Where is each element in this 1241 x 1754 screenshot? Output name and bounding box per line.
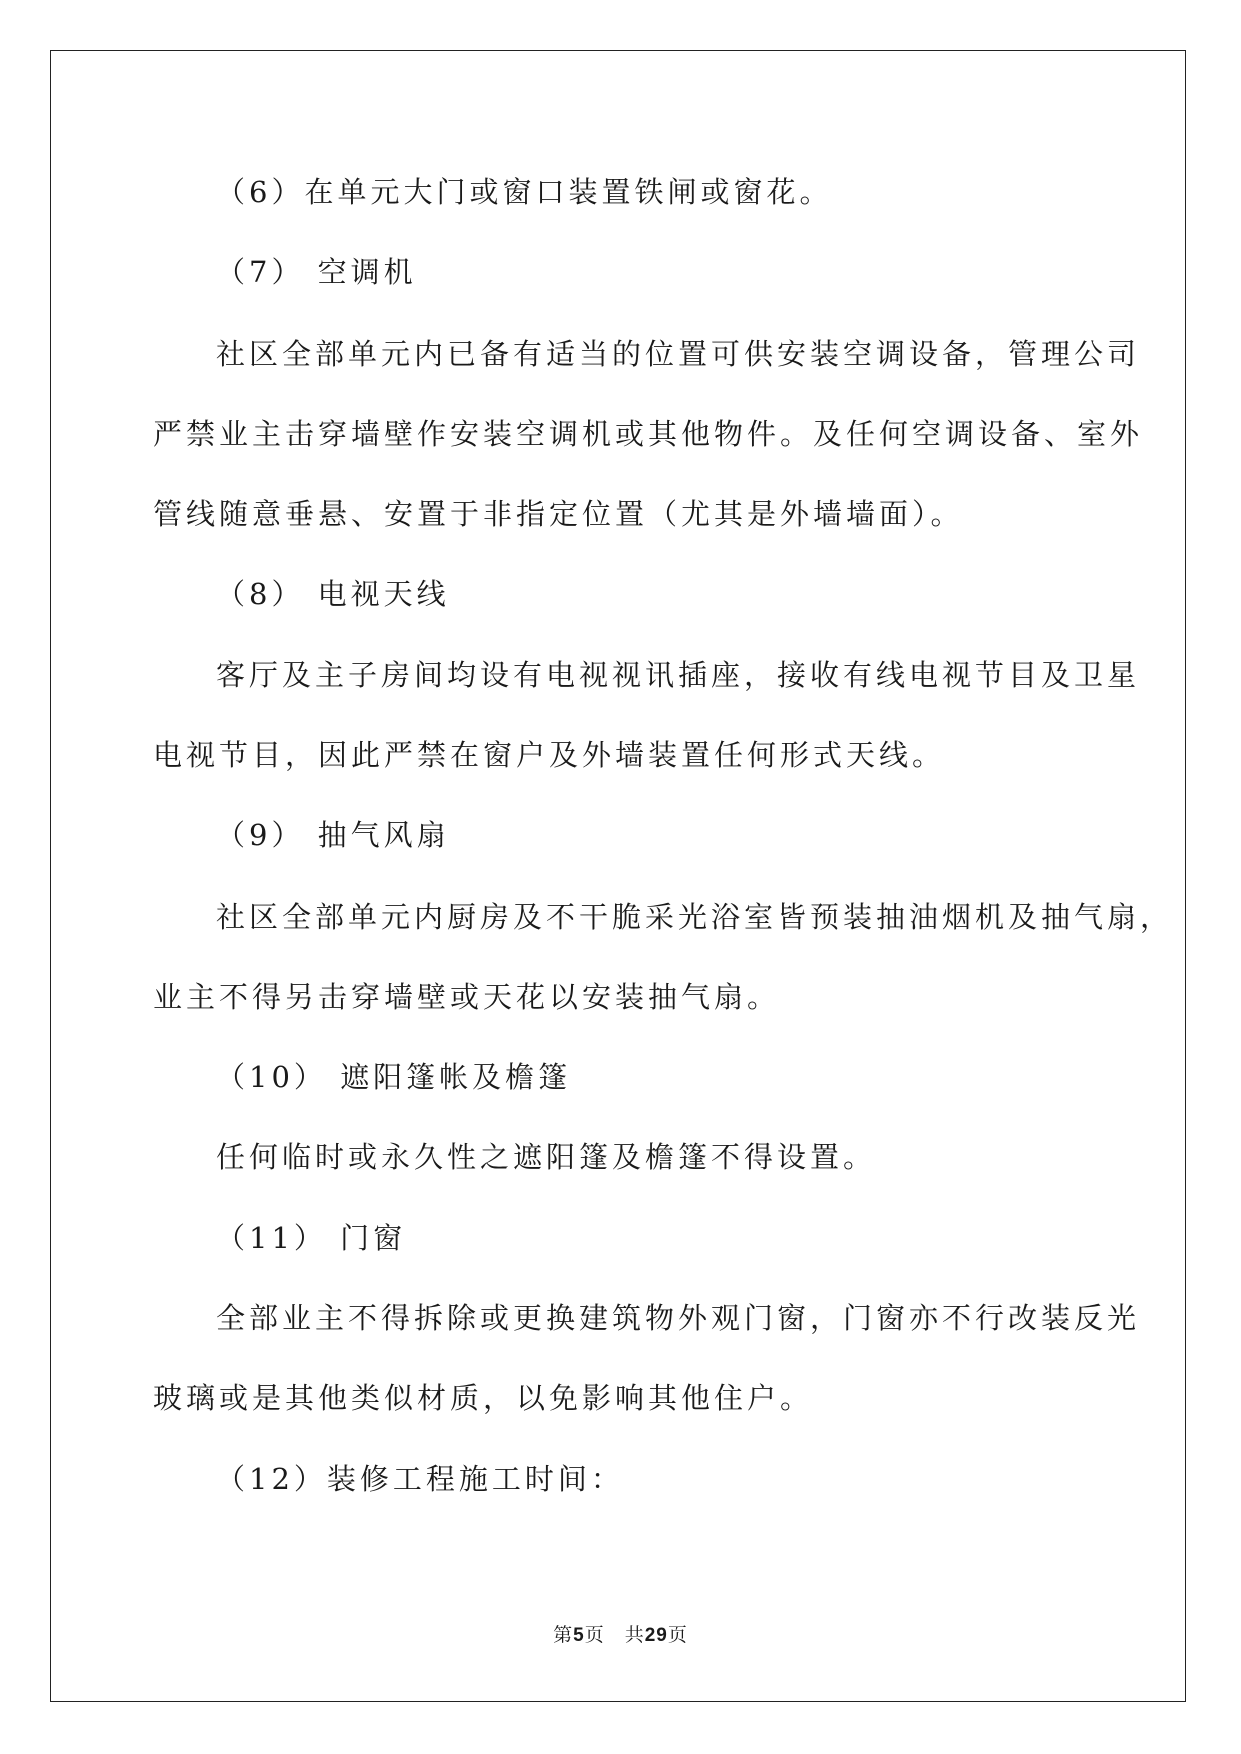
heading-11-doors-windows: （11） 门窗 xyxy=(216,1221,407,1255)
paragraph-line: 社区全部单元内已备有适当的位置可供安装空调设备，管理公司 xyxy=(216,337,1141,371)
footer-middle: 页 共 xyxy=(584,1624,645,1646)
paragraph-line: 全部业主不得拆除或更换建筑物外观门窗，门窗亦不行改装反光 xyxy=(216,1301,1141,1335)
total-page-count: 29 xyxy=(644,1625,668,1646)
paragraph-line: 严禁业主击穿墙壁作安装空调机或其他物件。及任何空调设备、室外 xyxy=(153,417,1144,451)
heading-8-tv-antenna: （8） 电视天线 xyxy=(216,577,450,611)
paragraph-line: 业主不得另击穿墙壁或天花以安装抽气扇。 xyxy=(153,980,781,1014)
page-footer xyxy=(0,1620,1241,1647)
paragraph-line: 管线随意垂悬、安置于非指定位置（尤其是外墙墙面）。 xyxy=(153,497,964,531)
paragraph-line: 社区全部单元内厨房及不干脆采光浴室皆预装抽油烟机及抽气扇， xyxy=(216,900,1174,934)
paragraph-line: 电视节目，因此严禁在窗户及外墙装置任何形式天线。 xyxy=(153,738,946,772)
footer-suffix: 页 xyxy=(667,1624,688,1646)
item-6-line: （6）在单元大门或窗口装置铁闸或窗花。 xyxy=(216,175,833,209)
current-page-number: 5 xyxy=(573,1625,585,1646)
page-border xyxy=(50,50,1186,1702)
heading-10-awning: （10） 遮阳篷帐及檐篷 xyxy=(216,1060,572,1094)
paragraph-line: 任何临时或永久性之遮阳篷及檐篷不得设置。 xyxy=(216,1140,877,1174)
paragraph-line: 客厅及主子房间均设有电视视讯插座，接收有线电视节目及卫星 xyxy=(216,658,1141,692)
heading-9-exhaust-fan: （9） 抽气风扇 xyxy=(216,818,450,852)
paragraph-line: 玻璃或是其他类似材质，以免影响其他住户。 xyxy=(153,1381,814,1415)
footer-prefix: 第 xyxy=(553,1624,574,1646)
heading-12-construction-time: （12）装修工程施工时间： xyxy=(216,1462,624,1496)
heading-7-air-conditioner: （7） 空调机 xyxy=(216,255,417,289)
